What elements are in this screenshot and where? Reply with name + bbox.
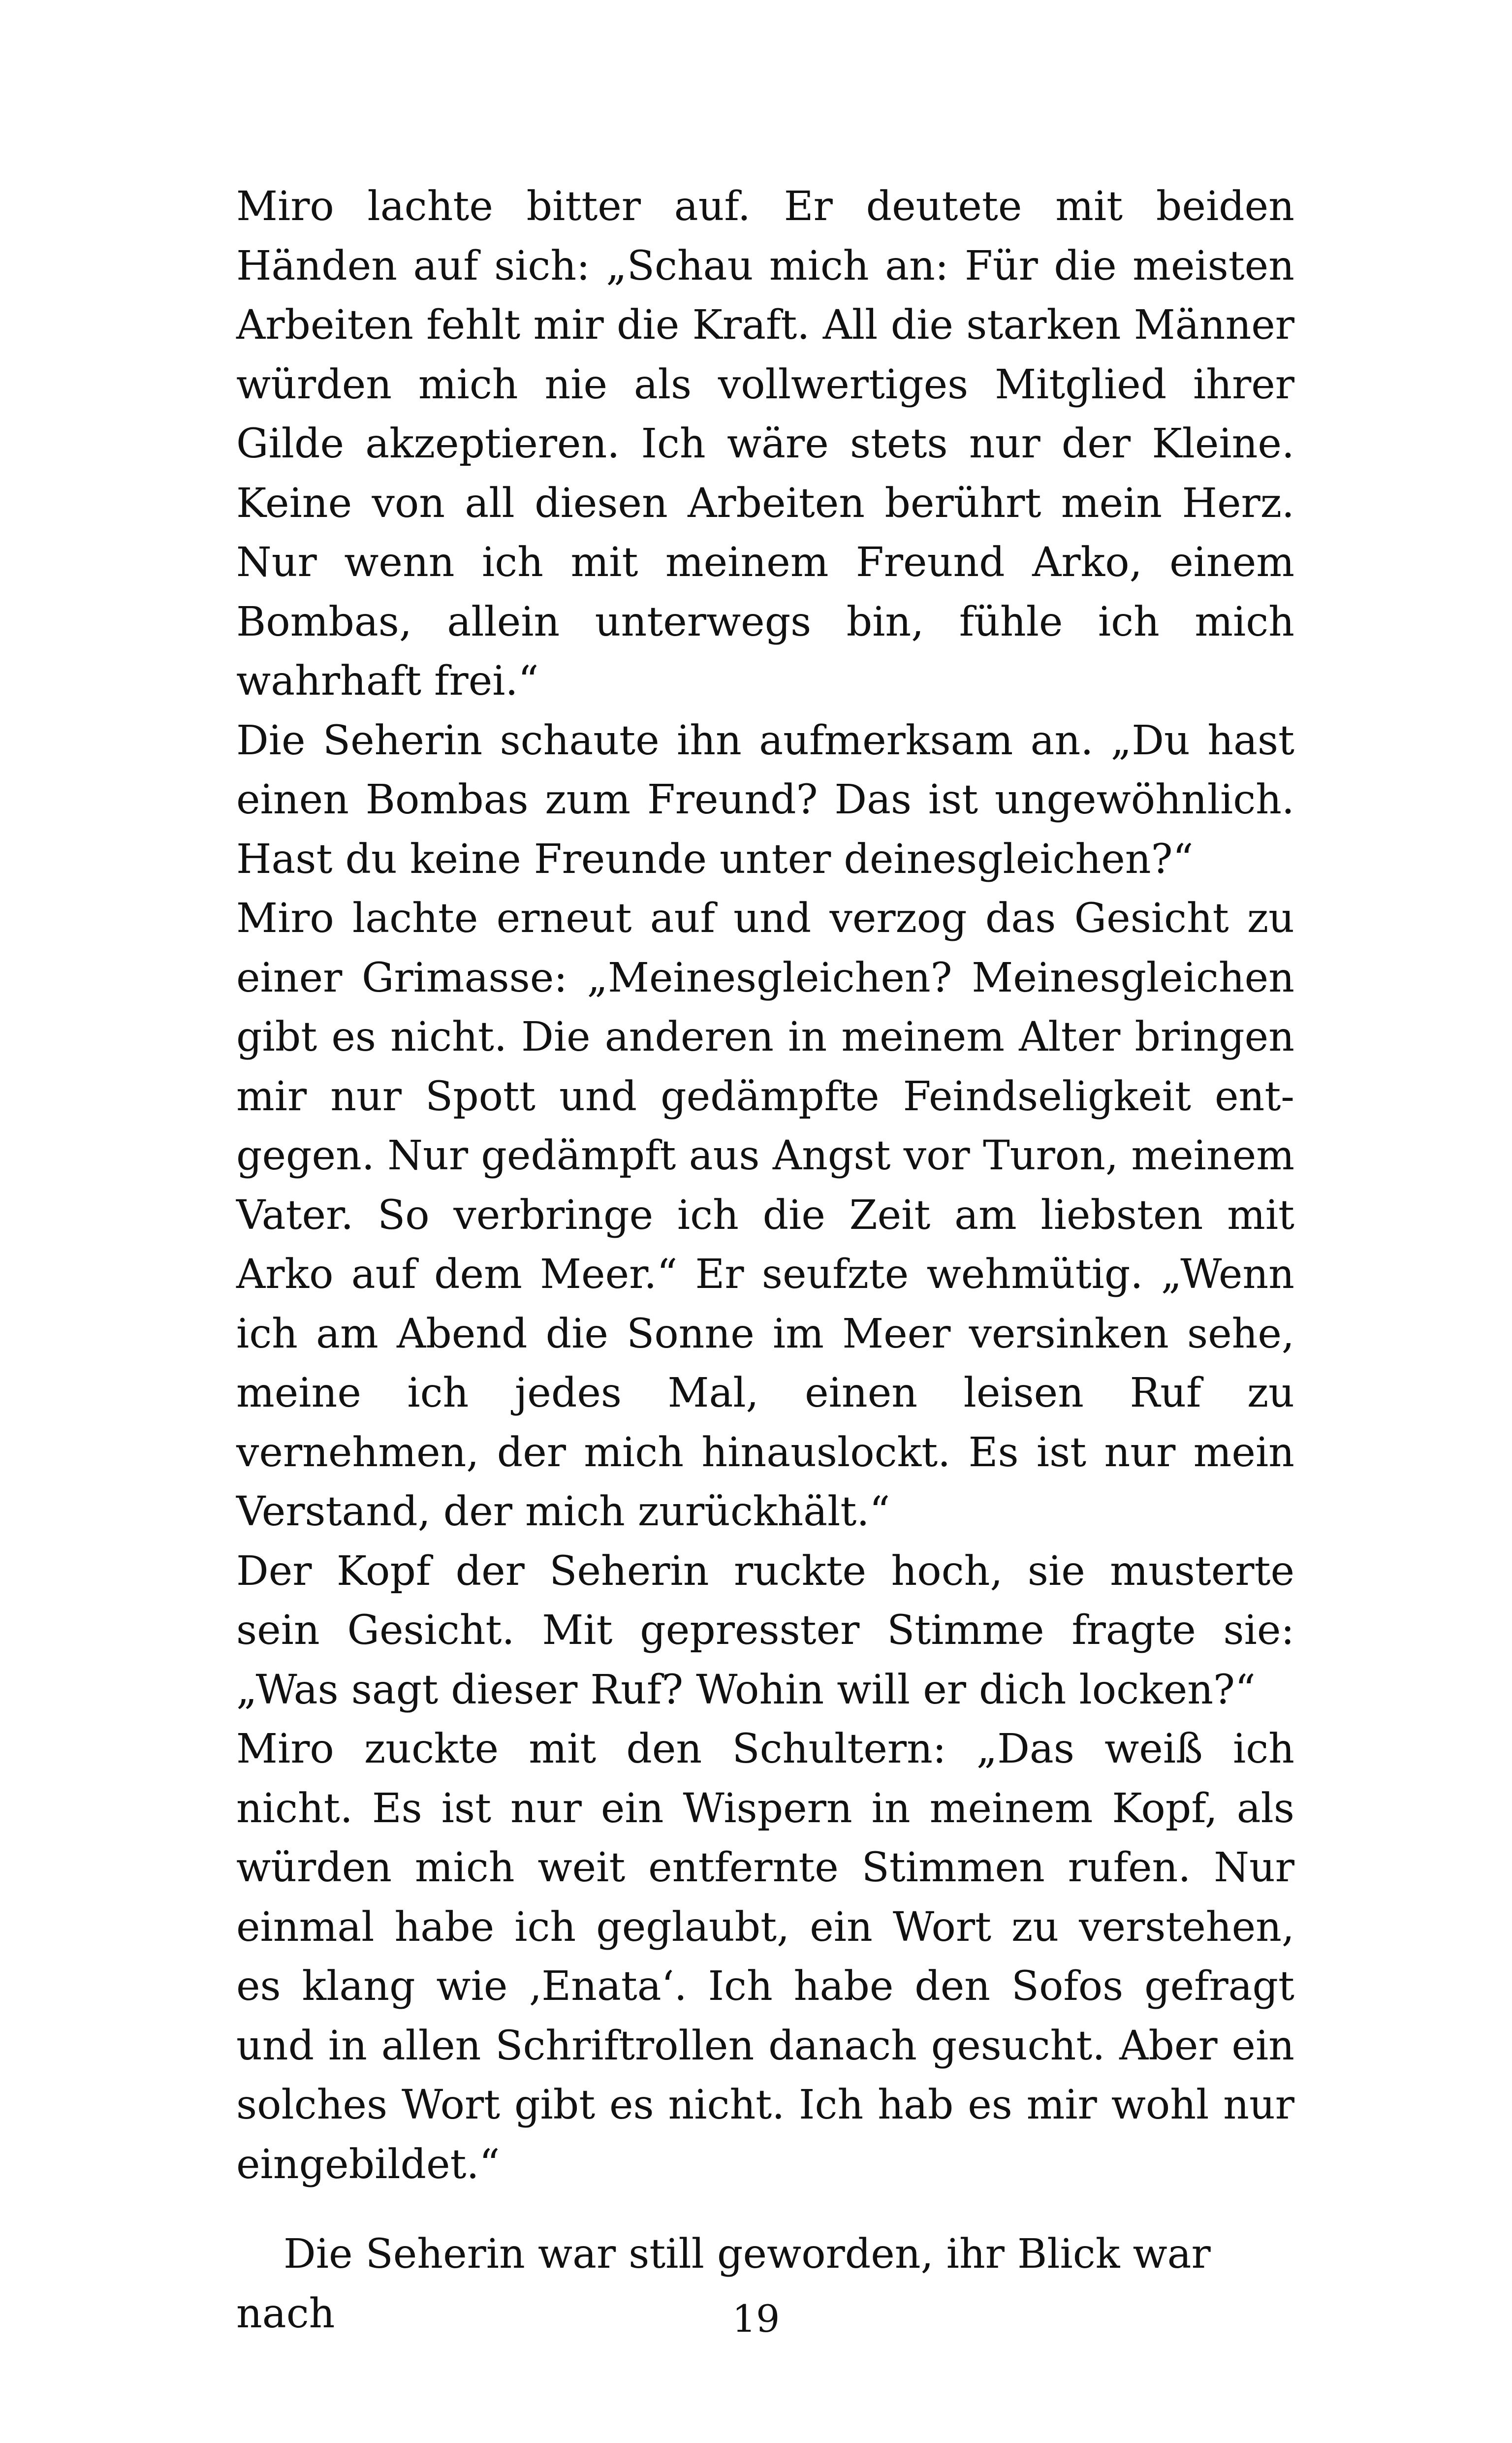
paragraph-4: Der Kopf der Seherin ruckte hoch, sie musterte sein Gesicht. Mit gepresster Stimme fragte sie: „Was sagt dieser Ruf? Wohin will er dich locken?“ <box>236 1547 1294 1713</box>
paragraph-2: Die Seherin schaute ihn aufmerksam an. „Du hast einen Bombas zum Freund? Das ist ungewöhnlich. Hast du keine Freunde unter deinesgleichen?“ <box>236 717 1294 883</box>
body-text <box>236 177 1294 2344</box>
paragraph-3: Miro lachte erneut auf und verzog das Gesicht zu einer Grimasse: „Meinesgleichen? Meinesgleichen gibt es nicht. Die anderen in meinem Alter bringen mir nur Spott und gedämpfte Feindseligkeit entgegen. Nur gedämpft aus Angst vor Turon, meinem Vater. So verbringe ich die Zeit am liebsten mit Arko auf dem Meer.“ Er seufzte wehmütig. „Wenn ich am Abend die Sonne im Meer versinken sehe, meine ich jedes Mal, einen leisen Ruf zu vernehmen, der mich hinauslockt. Es ist nur mein Verstand, der mich zurückhält.“ <box>236 895 1294 1535</box>
page-number: 19 <box>732 2297 780 2341</box>
paragraph-6: Die Seherin war still geworden, ihr Blick war nach <box>236 2231 1211 2337</box>
paragraph-5: Miro zuckte mit den Schultern: „Das weiß ich nicht. Es ist nur ein Wispern in meinem Kopf, als würden mich weit entfernte Stimmen rufen. Nur einmal habe ich geglaubt, ein Wort zu verstehen, es klang wie ‚Enata‘. Ich habe den Sofos gefragt und in allen Schriftrollen danach gesucht. Aber ein solches Wort gibt es nicht. Ich hab es mir wohl nur eingebildet.“ <box>236 1726 1294 2188</box>
paragraph-1: Miro lachte bitter auf. Er deutete mit beiden Händen auf sich: „Schau mich an: Für die meisten Arbeiten fehlt mir die Kraft. All die starken Männer würden mich nie als vollwertiges Mitglied ihrer Gilde akzeptieren. Ich wäre stets nur der Kleine. Keine von all diesen Arbeiten berührt mein Herz. Nur wenn ich mit meinem Freund Arko, einem Bombas, allein unterwegs bin, fühle ich mich wahrhaft frei.“ <box>236 183 1294 705</box>
